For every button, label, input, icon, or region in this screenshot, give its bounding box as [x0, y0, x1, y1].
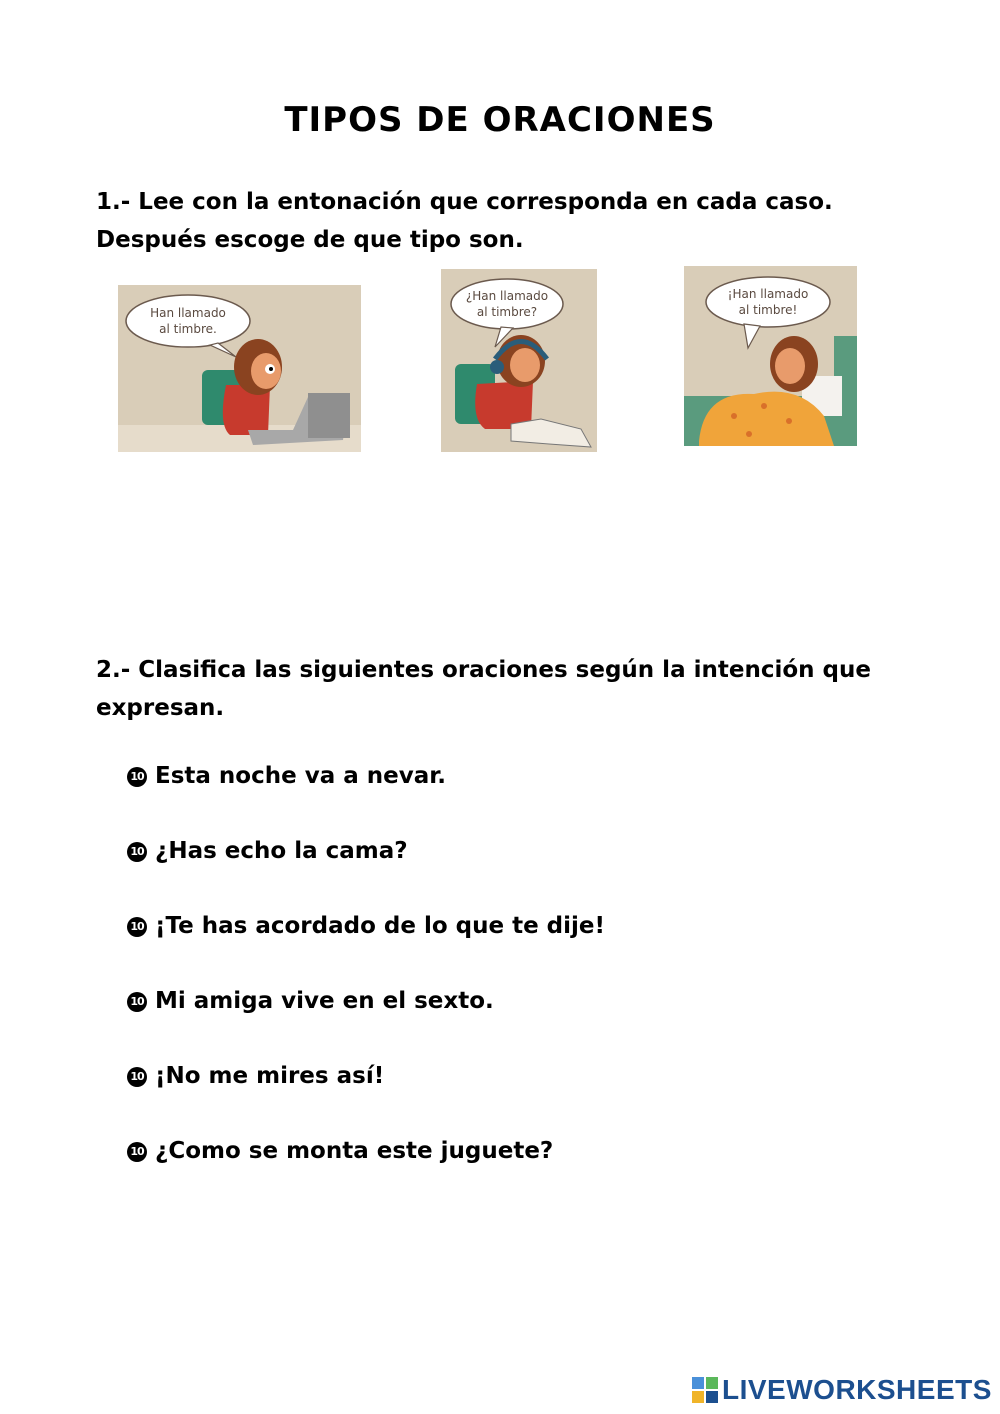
number-bullet-icon: 10 — [127, 1142, 147, 1162]
number-bullet-icon: 10 — [127, 917, 147, 937]
list-item — [127, 1138, 605, 1213]
bubble-1-line-2: al timbre. — [159, 322, 217, 336]
bubble-3-line-1: ¡Han llamado — [727, 287, 809, 301]
list-item — [127, 913, 605, 988]
question-1-line-1: 1.- Lee con la entonación que corresponda en cada caso. — [96, 189, 833, 215]
list-item — [127, 988, 605, 1063]
illustration-exclamation — [684, 266, 857, 446]
page-title: TIPOS DE ORACIONES — [284, 100, 716, 140]
sentence-text: ¡No me mires así! — [155, 1063, 385, 1089]
bubble-2-line-1: ¿Han llamado — [465, 289, 549, 303]
list-item — [127, 838, 605, 913]
number-bullet-icon: 10 — [127, 767, 147, 787]
bubble-3-line-2: al timbre! — [738, 303, 798, 317]
bubble-1-line-1: Han llamado — [150, 306, 226, 320]
question-2-line-2: expresan. — [96, 695, 225, 721]
list-item — [127, 763, 605, 838]
sentence-text: ¡Te has acordado de lo que te dije! — [155, 913, 606, 939]
bubble-2-line-2: al timbre? — [476, 305, 538, 319]
question-2 — [96, 651, 896, 727]
sentence-text: ¿Como se monta este juguete? — [155, 1138, 554, 1164]
illustration-question — [441, 269, 597, 452]
sentence-text: Mi amiga vive en el sexto. — [155, 988, 494, 1014]
sentence-list — [127, 763, 605, 1213]
liveworksheets-brand: LIVEWORKSHEETS — [722, 1374, 992, 1405]
list-item — [127, 1063, 605, 1138]
question-1-line-2: Después escoge de que tipo son. — [96, 227, 524, 253]
number-bullet-icon: 10 — [127, 992, 147, 1012]
sentence-text: Esta noche va a nevar. — [155, 763, 447, 789]
sentence-text: ¿Has echo la cama? — [155, 838, 408, 864]
question-1 — [96, 183, 896, 259]
question-2-line-1: 2.- Clasifica las siguientes oraciones según la intención que — [96, 657, 871, 683]
liveworksheets-logo-icon — [692, 1377, 718, 1403]
illustration-statement — [118, 285, 361, 452]
number-bullet-icon: 10 — [127, 1067, 147, 1087]
number-bullet-icon: 10 — [127, 842, 147, 862]
liveworksheets-footer[interactable] — [692, 1375, 992, 1405]
